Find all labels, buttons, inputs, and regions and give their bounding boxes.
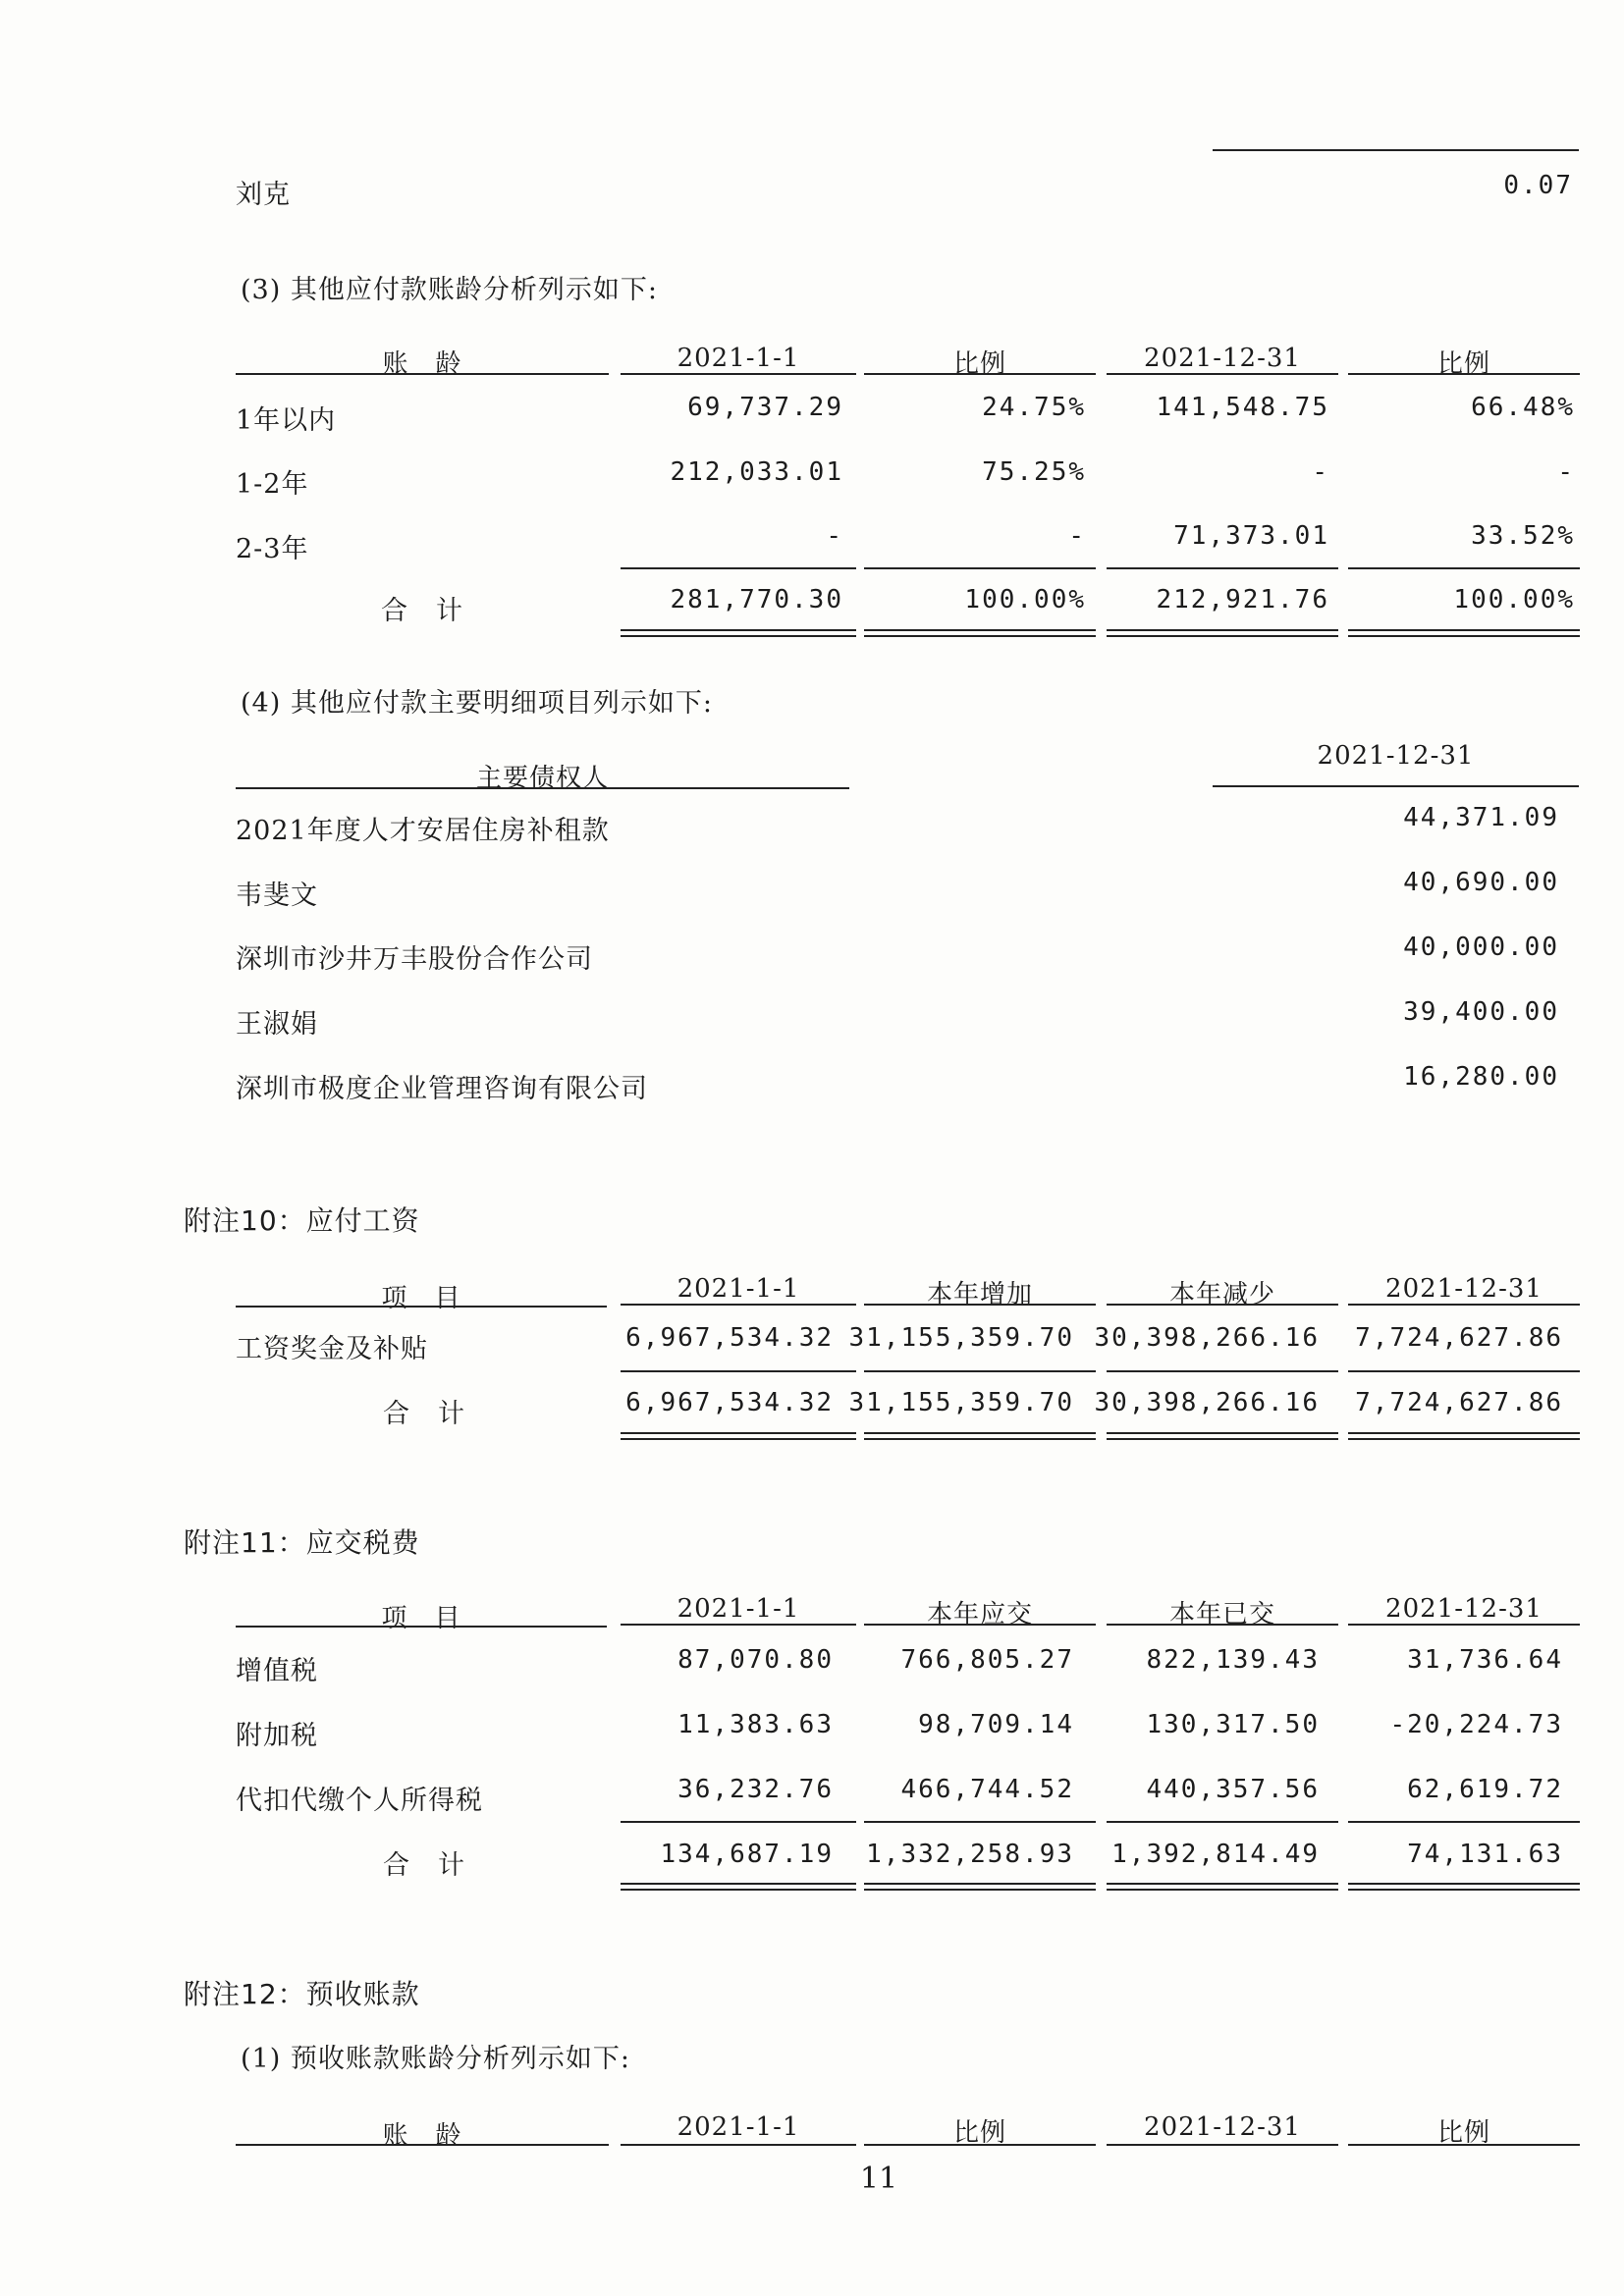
table-cell: 130,317.50 [1146, 1710, 1320, 1739]
table-cell: 36,232.76 [677, 1775, 834, 1804]
top-row-name: 刘克 [236, 180, 291, 210]
table-cell: - [1068, 521, 1086, 551]
note10-header-increase: 本年增加 [926, 1280, 1033, 1309]
sec4-header-creditor: 主要债权人 [475, 764, 609, 793]
note11-header-paid: 本年已交 [1168, 1600, 1275, 1629]
sec4-title: (4) 其他应付款主要明细项目列示如下: [241, 688, 713, 719]
note10-header-start: 2021-1-1 [677, 1274, 800, 1304]
top-row-value: 0.07 [1503, 171, 1573, 200]
note11-header-start: 2021-1-1 [677, 1594, 800, 1624]
sec3-header-ratio2: 比例 [1436, 349, 1490, 379]
table-cell: 212,033.01 [670, 457, 843, 487]
list-item-value: 44,371.09 [1403, 803, 1559, 832]
list-item-value: 40,000.00 [1403, 933, 1559, 962]
sec3-header-ratio1: 比例 [952, 349, 1006, 379]
table-cell: - [826, 521, 843, 551]
total-label: 合 计 [383, 1850, 465, 1881]
total-cell: 100.00% [1453, 585, 1575, 614]
note11-header-item: 项 目 [381, 1604, 461, 1633]
table-cell: 87,070.80 [677, 1645, 834, 1675]
note11-header-end: 2021-12-31 [1385, 1594, 1543, 1624]
sec3-header-start: 2021-1-1 [677, 344, 800, 373]
sec3-header-end: 2021-12-31 [1144, 344, 1301, 373]
table-row-label: 代扣代缴个人所得税 [236, 1786, 483, 1816]
table-cell: 7,724,627.86 [1355, 1323, 1563, 1353]
table-cell: 6,967,534.32 [625, 1323, 834, 1353]
total-cell: 30,398,266.16 [1094, 1388, 1320, 1417]
table-cell: 30,398,266.16 [1094, 1323, 1320, 1353]
page-number: 11 [859, 2162, 898, 2196]
list-item: 王淑娟 [236, 1009, 318, 1040]
note11-header-payable: 本年应交 [926, 1600, 1033, 1629]
list-item: 2021年度人才安居住房补租款 [236, 816, 610, 846]
list-item: 深圳市沙井万丰股份合作公司 [236, 944, 593, 975]
note12-header-start: 2021-1-1 [677, 2112, 800, 2142]
total-cell: 212,921.76 [1156, 585, 1329, 614]
table-cell: 11,383.63 [677, 1710, 834, 1739]
list-item-value: 16,280.00 [1403, 1062, 1559, 1092]
total-cell: 134,687.19 [660, 1840, 834, 1869]
table-cell: 24.75% [982, 393, 1086, 422]
note10-title: 附注10：应付工资 [184, 1204, 420, 1237]
total-label: 合 计 [383, 1399, 465, 1429]
total-cell: 74,131.63 [1407, 1840, 1563, 1869]
list-item: 韦斐文 [236, 881, 318, 911]
table-cell: 66.48% [1471, 393, 1575, 422]
sec3-header-aging: 账 龄 [382, 349, 462, 379]
table-cell: 75.25% [982, 457, 1086, 487]
note11-title: 附注11：应交税费 [184, 1526, 420, 1559]
table-cell: 766,805.27 [900, 1645, 1074, 1675]
table-cell: -20,224.73 [1389, 1710, 1563, 1739]
note12-header-aging: 账 龄 [382, 2121, 462, 2151]
total-cell: 31,155,359.70 [848, 1388, 1074, 1417]
table-cell: 822,139.43 [1146, 1645, 1320, 1675]
total-cell: 1,332,258.93 [866, 1840, 1074, 1869]
total-cell: 7,724,627.86 [1355, 1388, 1563, 1417]
note12-header-ratio2: 比例 [1436, 2118, 1490, 2148]
table-row-label: 2-3年 [236, 534, 309, 564]
table-cell: 33.52% [1471, 521, 1575, 551]
note12-header-end: 2021-12-31 [1144, 2112, 1301, 2142]
note10-header-item: 项 目 [381, 1284, 461, 1313]
total-cell: 1,392,814.49 [1111, 1840, 1320, 1869]
table-cell: - [1312, 457, 1329, 487]
total-cell: 281,770.30 [670, 585, 843, 614]
list-item: 深圳市极度企业管理咨询有限公司 [236, 1074, 648, 1104]
note12-subtitle: (1) 预收账款账龄分析列示如下: [241, 2044, 630, 2074]
table-row-label: 增值税 [236, 1656, 318, 1686]
table-row-label: 工资奖金及补贴 [236, 1334, 428, 1364]
table-cell: 141,548.75 [1156, 393, 1329, 422]
table-cell: 31,155,359.70 [848, 1323, 1074, 1353]
table-cell: 69,737.29 [687, 393, 843, 422]
sec4-header-date: 2021-12-31 [1317, 741, 1475, 771]
total-cell: 6,967,534.32 [625, 1388, 834, 1417]
table-row-label: 1-2年 [236, 469, 309, 500]
list-item-value: 39,400.00 [1403, 997, 1559, 1027]
table-cell: 62,619.72 [1407, 1775, 1563, 1804]
table-cell: 71,373.01 [1173, 521, 1329, 551]
note12-header-ratio1: 比例 [952, 2118, 1006, 2148]
total-label: 合 计 [381, 596, 463, 626]
table-row-label: 1年以内 [236, 405, 337, 436]
table-cell: 440,357.56 [1146, 1775, 1320, 1804]
sec3-title: (3) 其他应付款账龄分析列示如下: [241, 275, 658, 305]
note10-header-end: 2021-12-31 [1385, 1274, 1543, 1304]
list-item-value: 40,690.00 [1403, 868, 1559, 897]
table-cell: 466,744.52 [900, 1775, 1074, 1804]
total-cell: 100.00% [964, 585, 1086, 614]
table-row-label: 附加税 [236, 1721, 318, 1751]
table-cell: 31,736.64 [1407, 1645, 1563, 1675]
note10-header-decrease: 本年减少 [1168, 1280, 1275, 1309]
note12-title: 附注12：预收账款 [184, 1978, 420, 2010]
table-cell: - [1557, 457, 1575, 487]
table-cell: 98,709.14 [918, 1710, 1074, 1739]
